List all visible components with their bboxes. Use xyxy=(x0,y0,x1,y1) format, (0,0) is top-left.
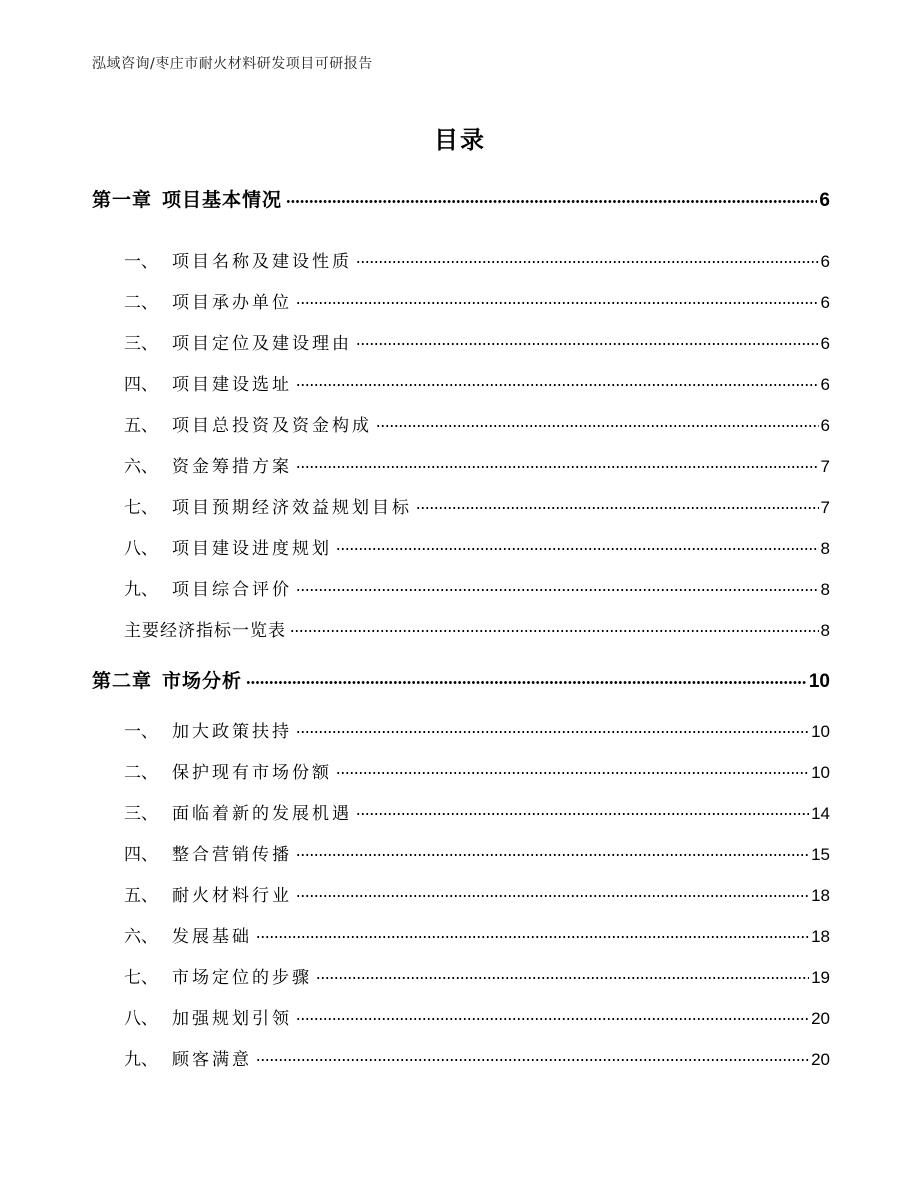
dot-leader xyxy=(296,731,809,733)
dot-leader xyxy=(296,895,809,897)
dot-leader xyxy=(316,977,809,979)
section-label: 发展基础 xyxy=(172,927,252,947)
toc-entry[interactable] xyxy=(124,288,830,313)
section-number: 四、 xyxy=(124,845,158,865)
section-number: 六、 xyxy=(124,927,158,947)
page-number: 18 xyxy=(811,886,830,905)
toc-entry[interactable] xyxy=(124,616,830,641)
toc-entry[interactable] xyxy=(124,493,830,518)
section-number: 八、 xyxy=(124,1009,158,1029)
toc-entry[interactable] xyxy=(124,247,830,272)
section-label: 项目承办单位 xyxy=(172,293,292,313)
section-number: 七、 xyxy=(124,498,158,518)
page-number: 7 xyxy=(820,498,830,517)
toc-entry[interactable] xyxy=(124,452,830,477)
page-number: 6 xyxy=(819,190,830,211)
section-label: 顾客满意 xyxy=(172,1050,252,1070)
dot-leader xyxy=(296,1018,809,1020)
section-label: 项目建设进度规划 xyxy=(172,539,332,559)
section-label: 项目综合评价 xyxy=(172,580,292,600)
chapter-number: 第一章 xyxy=(92,189,153,211)
toc-title: 目录 xyxy=(434,126,486,154)
dot-leader xyxy=(296,384,819,386)
page-number: 8 xyxy=(820,621,830,640)
section-label: 加强规划引领 xyxy=(172,1009,292,1029)
dot-leader xyxy=(356,813,809,815)
toc-entry[interactable] xyxy=(124,411,830,436)
toc-entry[interactable] xyxy=(124,963,830,988)
page-number: 20 xyxy=(811,1009,830,1028)
section-number: 八、 xyxy=(124,539,158,559)
page-number: 6 xyxy=(820,375,830,394)
page-number: 10 xyxy=(808,671,830,692)
section-number: 六、 xyxy=(124,457,158,477)
toc-entry[interactable] xyxy=(124,1004,830,1029)
page-number: 15 xyxy=(811,845,830,864)
section-label: 项目建设选址 xyxy=(172,375,292,395)
dot-leader xyxy=(296,589,819,591)
dot-leader xyxy=(416,507,819,509)
chapter-number: 第二章 xyxy=(92,670,153,692)
toc-chapter-1[interactable] xyxy=(92,185,830,212)
page-number: 6 xyxy=(820,334,830,353)
chapter-label: 项目基本情况 xyxy=(162,189,283,211)
section-number: 五、 xyxy=(124,416,158,436)
page-number: 8 xyxy=(820,539,830,558)
page-number: 20 xyxy=(811,1050,830,1069)
section-number: 一、 xyxy=(124,722,158,742)
toc-entry[interactable] xyxy=(124,575,830,600)
section-number: 三、 xyxy=(124,804,158,824)
section-number: 一、 xyxy=(124,252,158,272)
dot-leader xyxy=(296,854,809,856)
page-number: 8 xyxy=(820,580,830,599)
toc-entry[interactable] xyxy=(124,881,830,906)
dot-leader xyxy=(246,681,807,684)
section-number: 九、 xyxy=(124,1050,158,1070)
section-number: 三、 xyxy=(124,334,158,354)
toc-entry[interactable] xyxy=(124,758,830,783)
dot-leader xyxy=(336,548,819,550)
dot-leader xyxy=(376,425,819,427)
toc-entry[interactable] xyxy=(124,329,830,354)
section-number: 七、 xyxy=(124,968,158,988)
toc-entry[interactable] xyxy=(124,370,830,395)
toc-entry[interactable] xyxy=(124,717,830,742)
section-label: 项目总投资及资金构成 xyxy=(172,416,372,436)
dot-leader xyxy=(296,466,819,468)
page-number: 6 xyxy=(820,293,830,312)
section-label: 保护现有市场份额 xyxy=(172,763,332,783)
section-label: 市场定位的步骤 xyxy=(172,968,312,988)
page-number: 6 xyxy=(820,416,830,435)
chapter-label: 市场分析 xyxy=(162,670,243,692)
dot-leader xyxy=(256,936,809,938)
section-label: 主要经济指标一览表 xyxy=(124,621,286,641)
section-label: 耐火材料行业 xyxy=(172,886,292,906)
dot-leader xyxy=(356,261,819,263)
page-number: 7 xyxy=(820,457,830,476)
dot-leader xyxy=(286,200,817,203)
page-number: 14 xyxy=(811,804,830,823)
page-number: 10 xyxy=(811,763,830,782)
section-label: 资金筹措方案 xyxy=(172,457,292,477)
page-number: 19 xyxy=(811,968,830,987)
dot-leader xyxy=(356,343,819,345)
section-number: 四、 xyxy=(124,375,158,395)
section-label: 项目名称及建设性质 xyxy=(172,252,352,272)
dot-leader xyxy=(290,630,819,632)
page-number: 10 xyxy=(811,722,830,741)
section-label: 项目定位及建设理由 xyxy=(172,334,352,354)
section-number: 九、 xyxy=(124,580,158,600)
toc-entry[interactable] xyxy=(124,534,830,559)
section-label: 面临着新的发展机遇 xyxy=(172,804,352,824)
toc-entry[interactable] xyxy=(124,922,830,947)
page-number: 6 xyxy=(820,252,830,271)
page-number: 18 xyxy=(811,927,830,946)
toc-entry[interactable] xyxy=(124,840,830,865)
toc-entry[interactable] xyxy=(124,1045,830,1070)
section-label: 项目预期经济效益规划目标 xyxy=(172,498,412,518)
section-number: 二、 xyxy=(124,293,158,313)
page-header: 泓域咨询/枣庄市耐火材料研发项目可研报告 xyxy=(92,56,373,72)
dot-leader xyxy=(296,302,819,304)
section-label: 整合营销传播 xyxy=(172,845,292,865)
section-number: 五、 xyxy=(124,886,158,906)
toc-entry[interactable] xyxy=(124,799,830,824)
dot-leader xyxy=(256,1059,809,1061)
toc-chapter-2[interactable] xyxy=(92,666,830,693)
dot-leader xyxy=(336,772,809,774)
section-number: 二、 xyxy=(124,763,158,783)
section-label: 加大政策扶持 xyxy=(172,722,292,742)
